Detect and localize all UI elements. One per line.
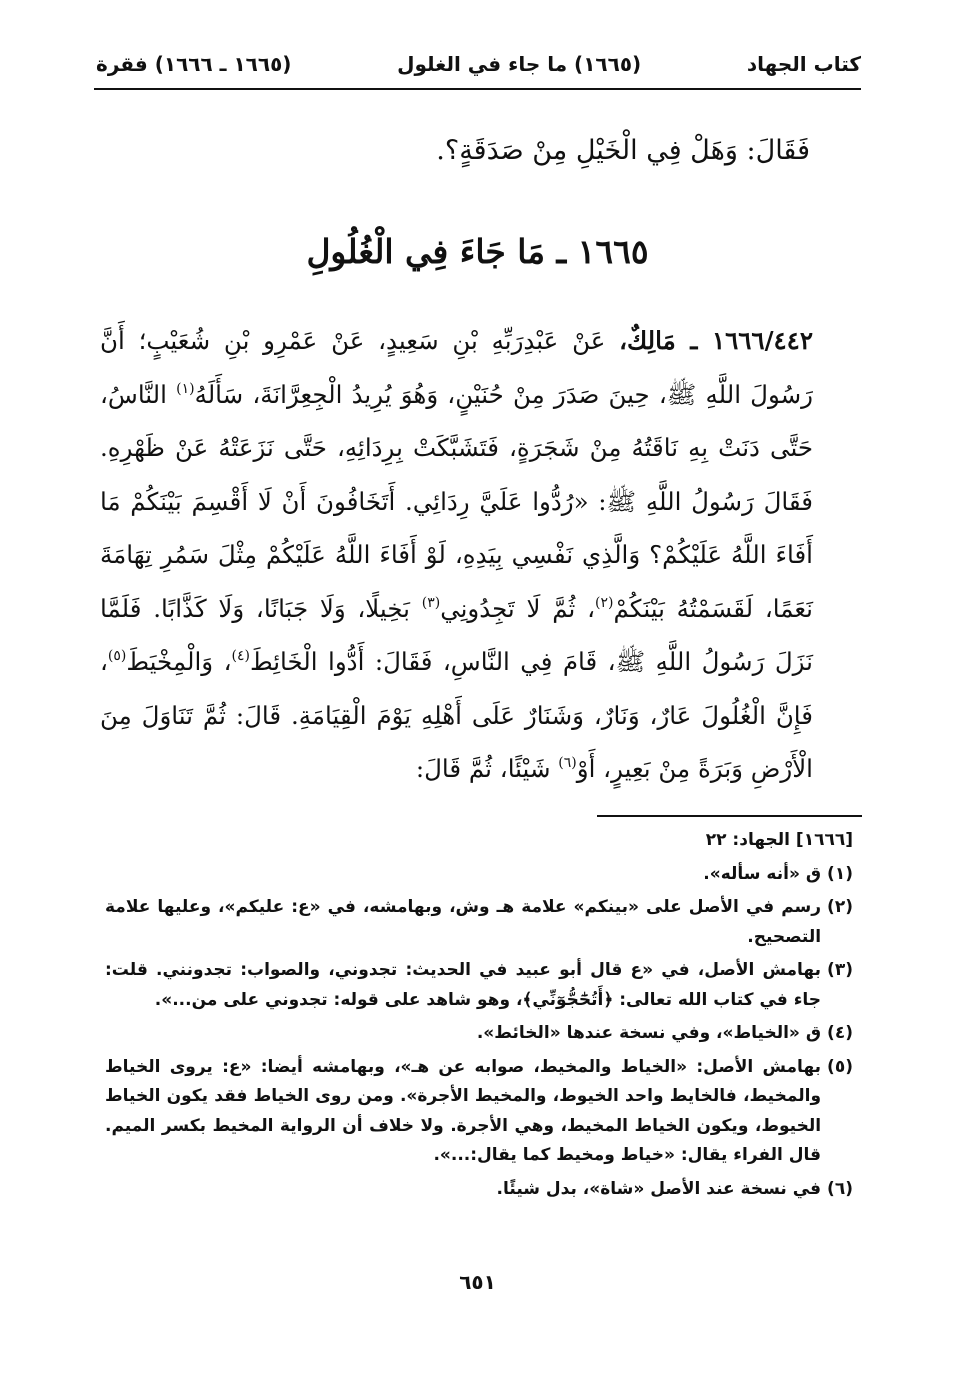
running-header [96,44,861,84]
footnote-ref[interactable]: (٦) [558,755,577,771]
footnote-item [105,1175,861,1205]
hadith-text: ، فَإِنَّ الْغُلُولَ عَارٌ، وَنَارٌ، وَشَنَارٌ عَلَى أَهْلِهِ يَوْمَ الْقِيَامَةِ. قَالَ: ثُمَّ تَنَاوَلَ مِنَ الْأَرْضِ وَبَرَةً مِنْ بَعِيرٍ، أَوْ [100,647,813,783]
footnote-text: ق «الخياط»، وفي نسخة عندها «الخائط». [476,1023,822,1043]
hadith-text: النَّاسُ، حَتَّى دَنَتْ بِهِ نَاقَتُهُ مِنْ شَجَرَةٍ، فَتَشَبَّكَتْ بِرِدَائِهِ، حَتَّى نَزَعَتْهُ عَنْ ظَهْرِهِ. فَقَالَ رَسُولُ اللَّهِ ﷺ: «رُدُّوا عَلَيَّ رِدَائِي. أَتَخَافُونَ أَنْ لَا أَقْسِمَ بَيْنَكُمْ مَا أَفَاءَ اللَّهُ عَلَيْكُمْ؟ وَالَّذِي نَفْسِي بِيَدِهِ، لَوْ أَفَاءَ اللَّهُ عَلَيْكُمْ مِثْلَ سَمُرِ تِهَامَةَ نَعَمًا، لَقَسَمْتُهُ بَيْنَكُمْ [100,379,814,623]
footnote-ref[interactable]: (١) [176,380,195,397]
footnote-ref[interactable]: (٤) [231,648,250,664]
footnote-text: بهامش الأصل: «الخياط والمخيط، صوابه عن هـ»، وبهامشه أيضا: «ع: يروى الخياط والمخيط، فالخايط واحد الخيوط، والمخيط الأجرة». ومن روى الخياط فقد يكون الخياط الخيوط، ويكون الخياط المخيط، وهي الأجرة. ولا خلاف أن الرواية المخيط بكسر الميم. قال الفراء يقال: «خياط ومخيط كما يقال:...». [105,1056,822,1165]
footnote-ref[interactable]: (٥) [107,648,127,664]
footnote-item [105,956,861,1015]
footnote-text: ق «أنه سأله». [703,863,822,884]
footnote-ref[interactable]: (٣) [421,594,441,611]
page-number: ٦٥١ [459,1270,496,1294]
footnote-number: (٣) [827,960,853,980]
continuation-text: فَقَالَ: وَهَلْ فِي الْخَيْلِ مِنْ صَدَقَةٍ؟. [436,135,810,166]
footnote-number: (٦) [827,1178,853,1199]
footnote-divider [597,815,862,817]
hadith-number-narrator: ١٦٦٦/٤٤٢ ـ مَالِكٌ، [619,326,813,355]
hadith-text: ، وَالْمِخْيَطَ [126,647,232,676]
header-book-title: كتاب الجهاد [746,52,861,76]
hadith-text: شَيْئًا، ثُمَّ قَالَ: [415,754,559,783]
footnote-item [105,1019,861,1049]
header-chapter-title: (١٦٦٥) ما جاء في الغلول [397,52,642,76]
header-divider [94,88,861,90]
hadith-paragraph [100,314,813,796]
footnote-ref[interactable]: (٢) [595,594,614,611]
footnote-source: [١٦٦٦] الجهاد: ٢٢ [705,830,853,850]
footnote-item [105,1053,861,1171]
header-paragraph-range: (١٦٦٥ ـ ١٦٦٦) فقرة [96,52,292,76]
footnote-item [105,893,861,952]
footnote-text: بهامش الأصل، في «ع قال أبو عبيد في الحديث: تجدوني، والصواب: تجدونني. قلت: جاء في كتاب الله تعالى: ﴿أَتُحَٰٓجُّوٓنِّي﴾، وهو شاهد على قوله: تجدوني على من...». [105,960,822,1010]
footnote-number: (٢) [827,897,853,917]
footnote-number: (٥) [827,1056,853,1077]
hadith-text: عَنْ عَبْدِرَبِّهِ بْنِ سَعِيدٍ، عَنْ عَمْرِو بْنِ شُعَيْبٍ؛ أَنَّ رَسُولَ اللَّهِ ﷺ، حِينَ صَدَرَ مِنْ حُنَيْنٍ، وَهُوَ يُرِيدُ الْجِعِرَّانَةَ، سَأَلَهُ [100,326,814,409]
footnote-number: (١) [827,863,853,884]
footnote-text: في نسخة عند الأصل «شاة»، بدل شيئًا. [496,1178,822,1199]
chapter-title: ١٦٦٥ ـ مَا جَاءَ فِي الْغُلُولِ [306,232,649,271]
footnotes-section [105,826,861,1208]
footnote-item [105,860,861,890]
hadith-text: ، ثُمَّ لَا تَجِدُونِي [440,593,596,623]
footnote-number: (٤) [827,1023,853,1043]
hadith-text: بَخِيلًا، وَلَا جَبَانًا، وَلَا كَذَّابًا. فَلَمَّا نَزَلَ رَسُولُ اللَّهِ ﷺ، قَامَ فِي النَّاسِ، فَقَالَ: أَدُّوا الْخَائِطَ [100,593,813,676]
footnote-text: رسم في الأصل على «بينكم» علامة هـ وش، وبهامشه، في «ع: عليكم»، وعليها علامة التصحيح. [105,897,822,947]
